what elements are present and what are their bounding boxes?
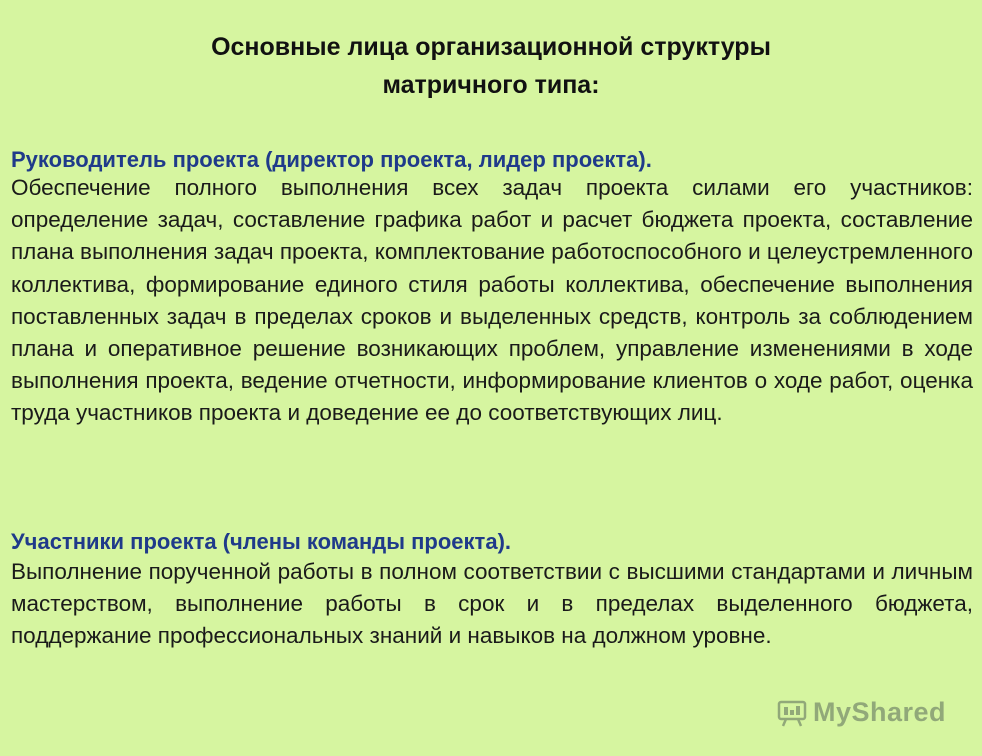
slide-title — [0, 28, 982, 104]
section-heading-project-manager: Руководитель проекта (директор проекта, лидер проекта). — [11, 147, 652, 172]
presentation-board-icon — [777, 698, 807, 728]
title-line-1: Основные лица организационной структуры — [211, 33, 771, 61]
title-line-2: матричного типа: — [382, 71, 600, 99]
section-body-project-manager: Обеспечение полного выполнения всех задач проекта силами его участников: определение задач, составление графика работ и расчет бюджета проекта, составление плана выполнения задач проекта, комплектование работоспособного и целеустремленного коллектива, формирование единого стиля работы коллектива, обеспечение выполнения поставленных задач в пределах сроков и выделенных средств, контроль за соблюдением плана и оперативное решение возникающих проблем, управление изменениями в ходе выполнения проекта, ведение отчетности, информирование клиентов о ходе работ, оценка труда участников проекта и доведение ее до соответствующих лиц. — [11, 175, 973, 426]
section-heading-project-members: Участники проекта (члены команды проекта). — [11, 529, 512, 554]
watermark-text: MyShared — [812, 697, 946, 727]
watermark-logo — [777, 697, 946, 728]
section-body-project-members: Выполнение порученной работы в полном соответствии с высшими стандартами и личным мастерством, выполнение работы в срок и в пределах выделенного бюджета, поддержание профессиональных знаний и навыков на должном уровне. — [11, 559, 973, 649]
